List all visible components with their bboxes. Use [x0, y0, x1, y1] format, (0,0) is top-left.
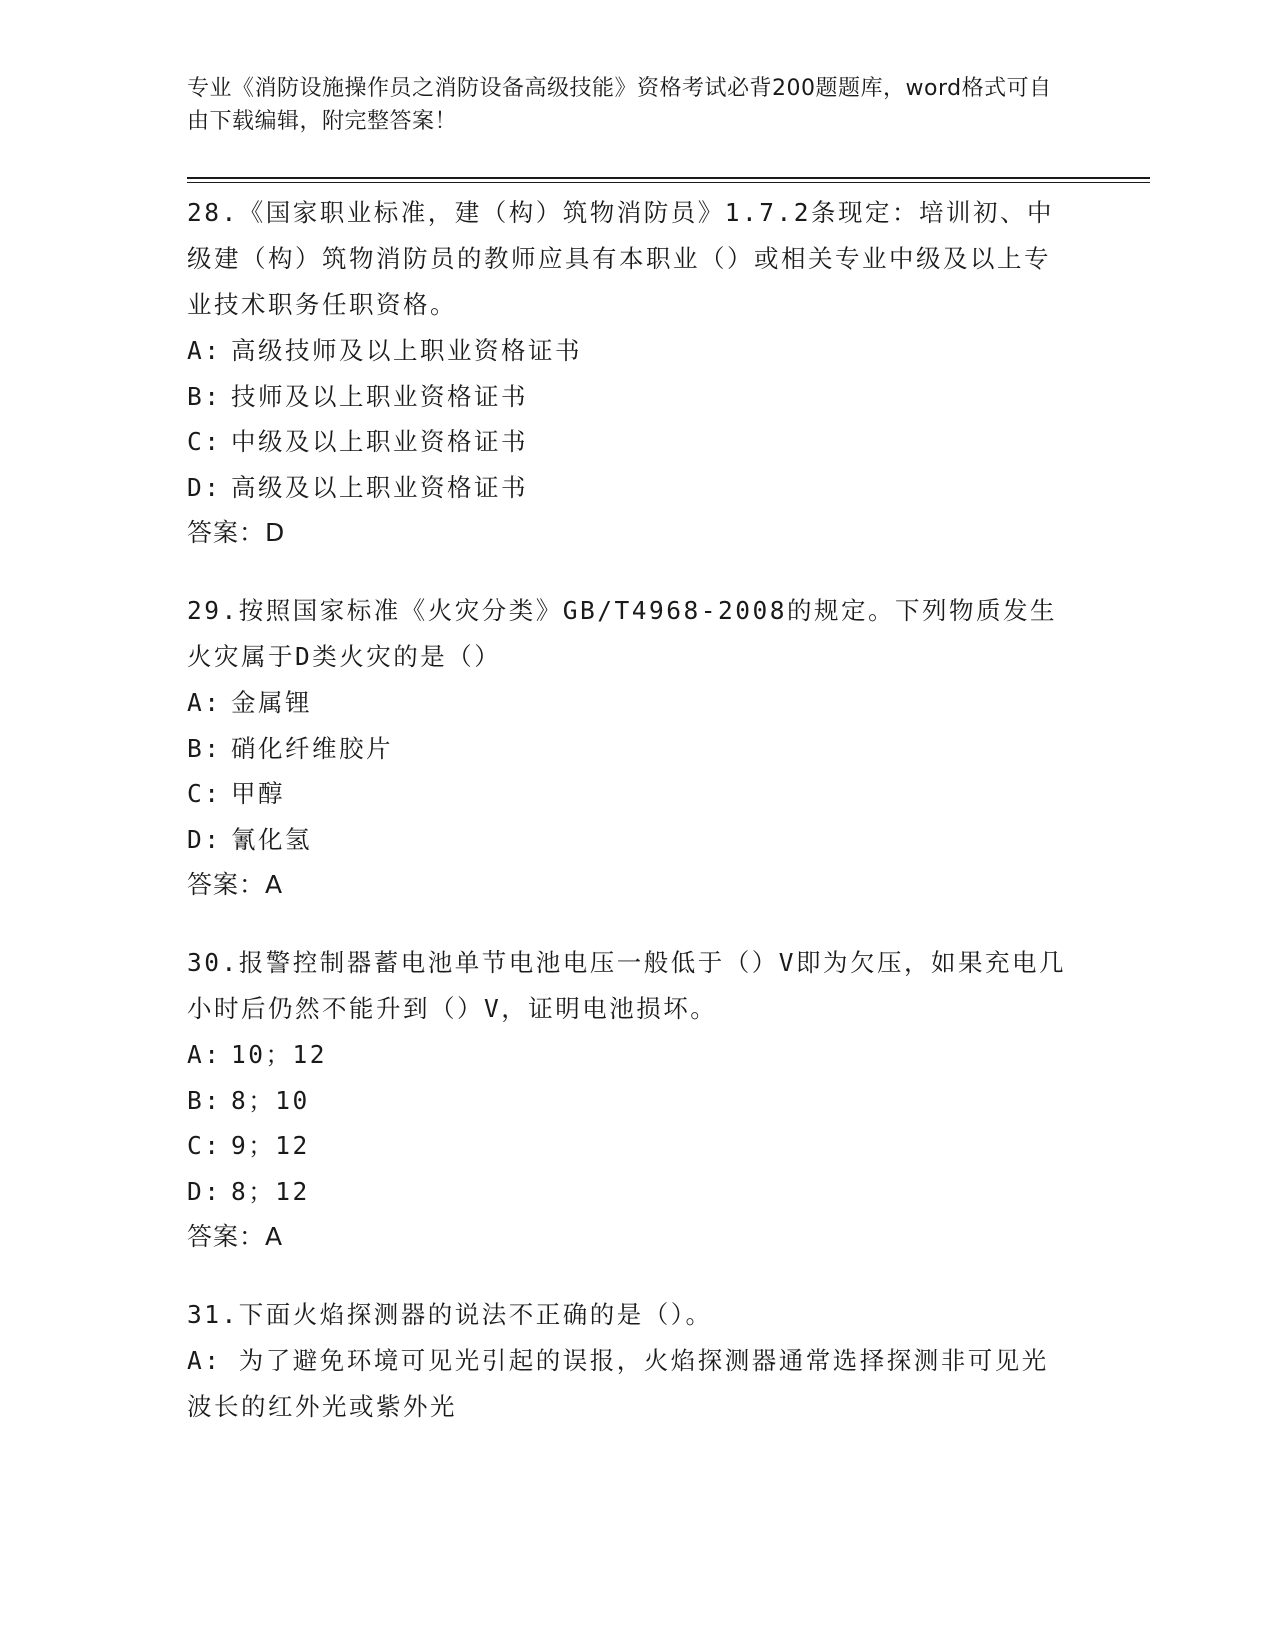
option-text: 氰化氢 — [231, 824, 312, 854]
option-text: 8；10 — [231, 1085, 310, 1115]
question-31 — [187, 1292, 1067, 1430]
option-letter: C: — [187, 1131, 222, 1160]
question-list — [187, 190, 1067, 1462]
question-text: 29.按照国家标准《火灾分类》GB/T4968-2008的规定。下列物质发生火灾属于D类火灾的是（） — [187, 596, 1058, 671]
option-a — [187, 680, 1067, 726]
header-divider-thin — [187, 182, 1150, 183]
document-header: 专业《消防设施操作员之消防设备高级技能》资格考试必背200题题库，word格式可自由下载编辑，附完整答案！ — [187, 76, 1052, 134]
header-divider-thick — [187, 177, 1150, 179]
option-c — [187, 1123, 1067, 1169]
option-letter: B: — [187, 733, 222, 763]
option-d — [187, 1169, 1067, 1215]
answer-label: 答案：A — [187, 1222, 284, 1251]
option-letter: D: — [187, 1176, 222, 1206]
option-text: 8；12 — [231, 1176, 310, 1206]
option-text: 金属锂 — [231, 688, 312, 717]
option-letter: D: — [187, 472, 222, 502]
option-text: 硝化纤维胶片 — [231, 733, 393, 763]
option-a — [187, 1338, 1067, 1430]
question-text: 28.《国家职业标准，建（构）筑物消防员》1.7.2条现定：培训初、中级建（构）筑物消防员的教师应具有本职业（）或相关专业中级及以上专业技术职务任职资格。 — [187, 198, 1054, 319]
option-text: 10；12 — [231, 1040, 328, 1069]
option-letter: A: — [187, 336, 222, 365]
option-b — [187, 726, 1067, 772]
option-letter: D: — [187, 824, 222, 854]
option-d — [187, 465, 1067, 511]
option-letter: A: — [187, 1346, 222, 1375]
option-b — [187, 374, 1067, 420]
option-letter: A: — [187, 1040, 222, 1069]
option-text: 9；12 — [231, 1131, 310, 1160]
question-text: 31.下面火焰探测器的说法不正确的是（）。 — [187, 1300, 713, 1329]
option-text: 为了避免环境可见光引起的误报，火焰探测器通常选择探测非可见光波长的红外光或紫外光 — [187, 1346, 1049, 1421]
option-b — [187, 1078, 1067, 1124]
option-c — [187, 771, 1067, 817]
option-text: 高级及以上职业资格证书 — [231, 472, 528, 502]
question-text: 30.报警控制器蓄电池单节电池电压一般低于（）V即为欠压，如果充电几小时后仍然不能升到（）V，证明电池损坏。 — [187, 948, 1066, 1023]
option-text: 中级及以上职业资格证书 — [231, 427, 528, 456]
answer-label: 答案：A — [187, 870, 284, 899]
answer-label: 答案：D — [187, 518, 286, 547]
option-text: 甲醇 — [231, 779, 285, 808]
option-letter: C: — [187, 779, 222, 808]
option-a — [187, 1032, 1067, 1078]
question-29 — [187, 588, 1067, 908]
option-a — [187, 328, 1067, 374]
option-letter: B: — [187, 1085, 222, 1115]
option-text: 技师及以上职业资格证书 — [231, 381, 528, 411]
option-d — [187, 817, 1067, 863]
option-letter: A: — [187, 688, 222, 717]
option-text: 高级技师及以上职业资格证书 — [231, 336, 582, 365]
option-letter: B: — [187, 381, 222, 411]
question-30 — [187, 940, 1067, 1260]
question-28 — [187, 190, 1067, 556]
option-c — [187, 419, 1067, 465]
option-letter: C: — [187, 427, 222, 456]
